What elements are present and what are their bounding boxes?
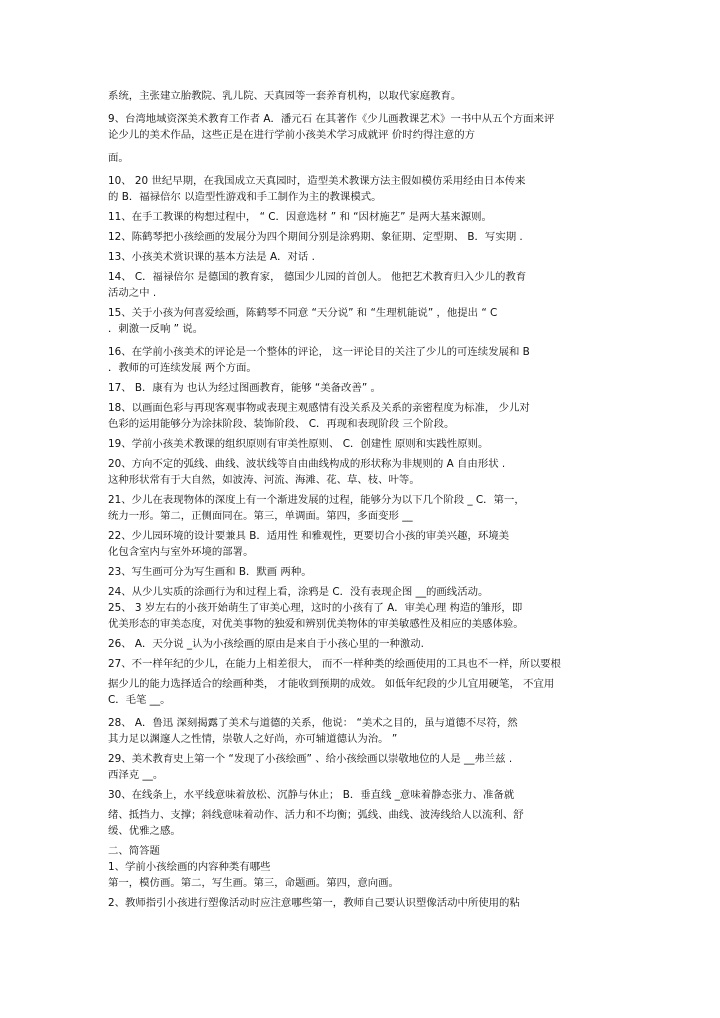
- text-line: 的 B．福禄倍尔 以造型性游戏和手工制作为主的教课模式。: [108, 191, 382, 203]
- question-12: 12、陈鹤琴把小孩绘画的发展分为四个期间分别是涂鸦期、象征期、定型期、 B．写实期 .: [108, 231, 523, 243]
- text-line: 统力一形。第二，正侧面同在。第三，单调面。第四，多面变形 __: [108, 510, 413, 522]
- text-line: 活动之中 .: [108, 287, 157, 299]
- question-29: 29、美术教育史上第一个 “发现了小孩绘画” 、给小孩绘画以崇敬地位的人是 __弗兰兹 .: [108, 753, 513, 765]
- question-15: 15、关于小孩为何喜爱绘画，陈鹤琴不同意 “天分说” 和 “生理机能说” ，他提出 “ C: [108, 307, 498, 319]
- document-body: [108, 88, 620, 911]
- text-line: 西泽克 __。: [108, 769, 164, 781]
- question-24: 24、从少儿实质的涂画行为和过程上看，涂鸦是 C．没有表现企图 __的画线活动。: [108, 586, 489, 598]
- text-line: C．毛笔 __。: [108, 694, 171, 706]
- question-17: 17、 B．康有为 也认为经过图画教育，能够 “美备改善” 。: [108, 382, 381, 394]
- question-23: 23、写生画可分为写生画和 B．默画 两种。: [108, 566, 312, 578]
- question-28: 28、 A．鲁迅 深刻揭露了美术与道德的关系，他说： “美术之目的，虽与道德不尽符，然: [108, 717, 518, 729]
- text-line: 优美形态的审美态度，对优美事物的独爱和辨别优美物体的审美敏感性及相应的美感体验。: [108, 618, 524, 630]
- question-21: 21、少儿在表现物体的深度上有一个渐进发展的过程，能够分为以下几个阶段 _ C．第一，: [108, 494, 525, 506]
- question-18: 18、以画面色彩与再现客观事物或表现主观感情有没关系及关系的亲密程度为标准， 少儿对: [108, 402, 530, 414]
- question-25: 25、 3 岁左右的小孩开始萌生了审美心理，这时的小孩有了 A．审美心理 构造的雏形，即: [108, 602, 523, 614]
- text-line: 据少儿的能力选择适合的绘画种类， 才能收到预期的成效。 如低年纪段的少儿宜用硬笔， 不宜用: [108, 678, 555, 690]
- text-line: 系统，主张建立胎教院、乳儿院、天真园等一套养育机构，以取代家庭教育。: [108, 90, 462, 102]
- question-13: 13、小孩美术赏识课的基本方法是 A．对话 .: [108, 251, 315, 263]
- question-19: 19、学前小孩美术教课的组织原则有审美性原则、 C．创建性 原则和实践性原则。: [108, 438, 489, 450]
- text-line: 面。: [108, 152, 129, 164]
- question-26: 26、 A．天分说 _认为小孩绘画的原由是来自于小孩心里的一种激动.: [108, 638, 424, 650]
- text-line: 绪、抵挡力、支撑；斜线意味着动作、活力和不均衡；弧线、曲线、波涛线给人以流利、舒: [108, 809, 524, 821]
- question-11: 11、在手工教课的构想过程中， “ C．因意选材 ” 和 “因材施艺” 是两大基来源则。: [108, 211, 492, 223]
- text-line: 色彩的运用能够分为涂抹阶段、装饰阶段、 C．再现和表现阶段 三个阶段。: [108, 418, 455, 430]
- question-16: 16、在学前小孩美术的评论是一个整体的评论， 这一评论目的关注了少儿的可连续发展和 B: [108, 346, 530, 358]
- question-27: 27、不一样年纪的少儿，在能力上相差很大， 而不一样种类的绘画使用的工具也不一样，所以要根: [108, 658, 561, 670]
- question-10: 10、 20 世纪早期，在我国成立天真园时，造型美术教课方法主假如模仿采用经由日本传来: [108, 175, 526, 187]
- question-short-2: 2、教师指引小孩进行塑像活动时应注意哪些第一，教师自己要认识塑像活动中所使用的粘: [108, 897, 520, 909]
- text-line: 化包含室内与室外环境的部署。: [108, 546, 254, 558]
- question-short-1: 1、学前小孩绘画的内容种类有哪些: [108, 861, 271, 873]
- question-30: 30、在线条上，水平线意味着放松、沉静与休止； B．垂直线 _意味着静态张力、准备就: [108, 789, 515, 801]
- text-line: 其力足以渊邃人之性情，崇敬人之好尚，亦可辅道德认为治。 ”: [108, 733, 398, 745]
- question-22: 22、少儿园环境的设计要兼具 B．适用性 和雅观性，更要切合小孩的审美兴趣，环境美: [108, 530, 510, 542]
- question-9: 9、台湾地域资深美术教育工作者 A．潘元石 在其著作《少儿画教课艺术》一书中从五个方面来评: [108, 113, 555, 125]
- text-line: ．刺激一反响 ” 说。: [108, 323, 204, 335]
- question-20: 20、方向不定的弧线、曲线、波状线等自由曲线构成的形状称为非规则的 A 自由形状 .: [108, 458, 506, 470]
- text-line: 这种形状常有于大自然，如波涛、河流、海滩、花、草、枝、叶等。: [108, 474, 420, 486]
- text-line: 缓、优雅之感。: [108, 825, 181, 837]
- answer-short-1: 第一，模仿画。第二，写生画。第三，命题画。第四，意向画。: [108, 877, 399, 889]
- section-heading: 二、简答题: [108, 845, 160, 857]
- text-line: ．教师的可连续发展 两个方面。: [108, 362, 257, 374]
- text-line: 论少儿的美术作品，这些正是在进行学前小孩美术学习成就评 价时约得注意的方: [108, 129, 475, 141]
- question-14: 14、 C．福禄倍尔 是德国的教育家， 德国少儿园的首创人。 他把艺术教育归入少儿的教育: [108, 271, 527, 283]
